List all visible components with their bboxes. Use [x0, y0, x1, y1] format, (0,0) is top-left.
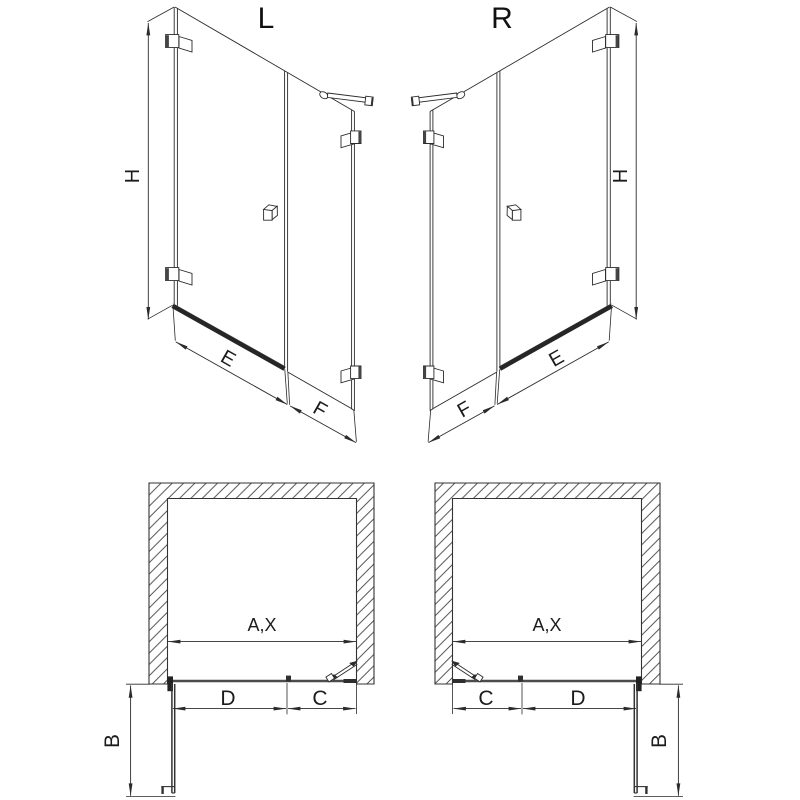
dim-label-e-right: E: [545, 345, 568, 372]
dim-label-d-left: D: [220, 687, 236, 710]
shower-walls: [149, 483, 374, 684]
dim-label-h-right: H: [610, 168, 632, 184]
dim-label-ax-right: A,X: [532, 615, 562, 635]
plan-left-figure: [101, 483, 374, 797]
dim-label-f-right: F: [453, 397, 476, 423]
variant-title-right: R: [491, 2, 513, 35]
dim-label-e-left: E: [216, 345, 240, 372]
dim-label-b-left: B: [101, 733, 124, 749]
plan-right-figure: [435, 483, 683, 797]
dim-label-h-left: H: [122, 168, 144, 184]
elevation-left-figure: [122, 2, 373, 443]
dim-label-ax-left: A,X: [247, 615, 277, 635]
dim-label-b-right: B: [648, 733, 671, 749]
shower-walls: [435, 483, 660, 684]
dim-label-d-right: D: [570, 687, 586, 710]
dim-label-c-right: C: [478, 687, 494, 710]
variant-title-left: L: [257, 2, 275, 35]
elevation-right-figure: [411, 2, 637, 443]
dim-label-f-left: F: [309, 397, 331, 423]
dim-label-c-left: C: [312, 687, 328, 710]
